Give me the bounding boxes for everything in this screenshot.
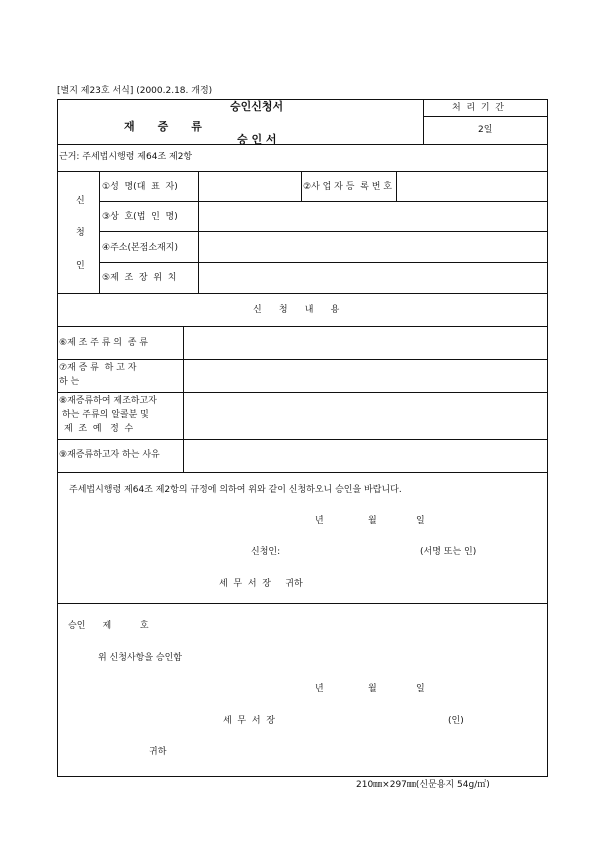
processing-divider [423, 116, 548, 117]
trade-label: ③상 호(법 인 명) [102, 212, 178, 222]
title-bottom-line [57, 144, 548, 145]
name-label: ①성 명(대 표 자) [102, 182, 178, 192]
applicant-group-divider [99, 171, 100, 293]
applicant-label-3: 인 [76, 261, 85, 271]
content-row-line-1 [57, 359, 548, 360]
title-divider [423, 99, 424, 144]
processing-label: 처 리 기 간 [452, 103, 504, 113]
row8-field[interactable] [186, 400, 545, 434]
form-number: [별지 제23호 서식] (2000.2.18. 개정) [57, 86, 213, 96]
title-bottom-clip [225, 133, 315, 144]
approval-year: 년 [315, 684, 324, 694]
address-field[interactable] [201, 235, 545, 258]
approval-number: 승인 제 호 [68, 621, 149, 631]
applicant-sign-label: 신청인: [251, 547, 281, 557]
processing-value: 2일 [478, 125, 493, 135]
applicant-row-line-3 [99, 262, 548, 263]
applicant-label-divider [198, 171, 199, 293]
content-title-line [57, 326, 548, 327]
paper-spec: 210㎜×297㎜(신문용지 54g/㎡) [356, 780, 490, 790]
applicant-bottom-line [57, 293, 548, 294]
content-bottom-line [57, 472, 548, 473]
site-field[interactable] [201, 266, 545, 289]
address-label: ④주소(본점소재지) [102, 243, 178, 253]
name-field[interactable] [201, 175, 298, 197]
declaration-text: 주세법시행령 제64조 제2항의 규정에 의하여 위와 같이 신청하오니 승인을 바랍니다. [69, 485, 402, 495]
content-row-line-2 [57, 392, 548, 393]
bizno-field[interactable] [399, 175, 545, 197]
applicant-row-line-1 [99, 201, 548, 202]
row8-label-line1: ⑧재증류하여 제조하고자 [59, 396, 157, 406]
approval-seal: (인) [448, 716, 464, 726]
bizno-divider-right [396, 171, 397, 201]
row7-label-line1: ⑦재 증 류 하 고 자 [59, 363, 137, 373]
bizno-label: ②사 업 자 등 록 번 호 [303, 182, 392, 192]
approval-day: 일 [416, 684, 425, 694]
sign-or-seal-label: (서명 또는 인) [420, 547, 477, 557]
row6-label: ⑥제 조 주 류 의 종 류 [59, 338, 148, 348]
title-left: 재 증 류 [124, 120, 202, 133]
declaration-year: 년 [315, 516, 324, 526]
content-label-divider [183, 326, 184, 472]
row7-label-line2: 하 는 [59, 377, 80, 387]
declaration-day: 일 [416, 516, 425, 526]
approval-office: 세 무 서 장 [223, 716, 275, 726]
declaration-month: 월 [368, 516, 377, 526]
row6-field[interactable] [186, 330, 545, 355]
content-section-title: 신 청 내 용 [253, 305, 340, 315]
row8-label-line2: 하는 주류의 알콜분 및 [62, 410, 149, 420]
applicant-row-line-2 [99, 231, 548, 232]
approval-month: 월 [368, 684, 377, 694]
applicant-sign-field[interactable] [293, 545, 413, 559]
declaration-addressee: 세 무 서 장 귀하 [219, 579, 303, 589]
row9-field[interactable] [186, 443, 545, 468]
trade-field[interactable] [201, 205, 545, 227]
title-top: 승인신청서 [230, 100, 284, 113]
bizno-divider-left [301, 171, 302, 201]
site-label: ⑤제 조 장 위 치 [102, 273, 177, 283]
approval-top-line [57, 603, 548, 604]
approval-text: 위 신청사항을 승인함 [98, 653, 182, 663]
applicant-label-2: 청 [76, 228, 85, 238]
approval-addressee: 귀하 [149, 747, 167, 757]
row9-label: ⑨재증류하고자 하는 사유 [59, 450, 160, 460]
basis-bottom-line [57, 171, 548, 172]
content-row-line-3 [57, 439, 548, 440]
applicant-label-1: 신 [76, 196, 85, 206]
basis-text: 근거: 주세법시행령 제64조 제2항 [59, 152, 193, 162]
row8-label-line3: 제 조 예 정 수 [64, 424, 134, 434]
title-bottom: 승 인 서 [237, 133, 277, 144]
row7-field[interactable] [186, 363, 545, 388]
